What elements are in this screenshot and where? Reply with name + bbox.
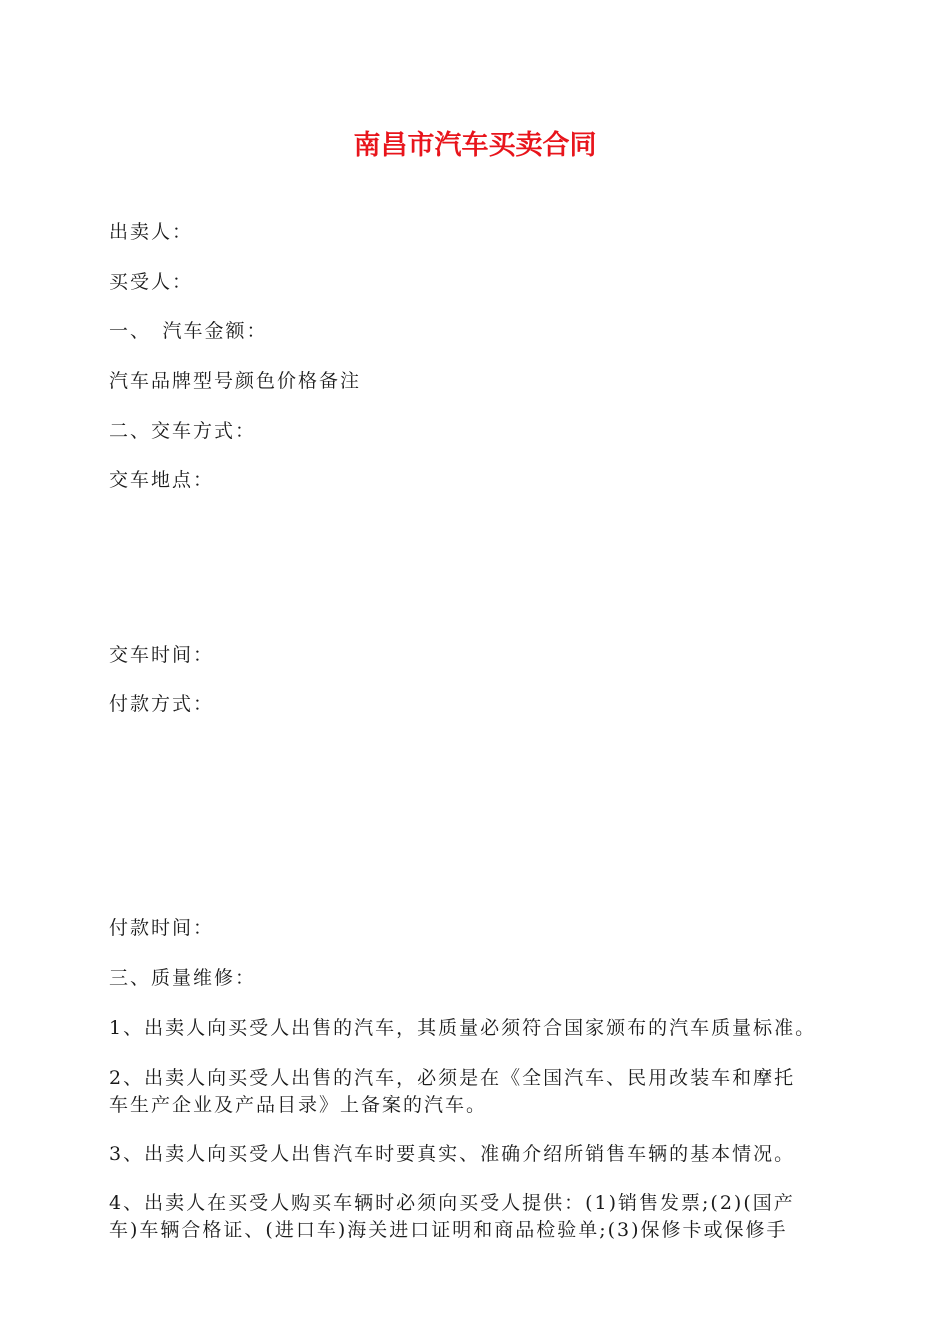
clause-2-line-2: 车生产企业及产品目录》上备案的汽车。 (109, 1094, 488, 1116)
section-3-heading: 三、质量维修： (109, 967, 257, 989)
section-1-heading: 一、 汽车金额： (109, 320, 268, 342)
delivery-time-label: 交车时间： (109, 644, 215, 666)
clause-1: 1、出卖人向买受人出售的汽车，其质量必须符合国家颁布的汽车质量标准。 (109, 1017, 817, 1039)
delivery-place-label: 交车地点： (109, 469, 215, 491)
clause-2-line-1: 2、出卖人向买受人出售的汽车，必须是在《全国汽车、民用改装车和摩托 (109, 1067, 796, 1089)
clause-4-line-1: 4、出卖人在买受人购买车辆时必须向买受人提供：(1)销售发票;(2)(国产 (109, 1192, 795, 1214)
payment-method-label: 付款方式： (109, 693, 215, 715)
clause-4-line-2: 车)车辆合格证、(进口车)海关进口证明和商品检验单;(3)保修卡或保修手 (109, 1219, 788, 1241)
payment-time-label: 付款时间： (109, 917, 215, 939)
clause-3: 3、出卖人向买受人出售汽车时要真实、准确介绍所销售车辆的基本情况。 (109, 1143, 796, 1165)
seller-label: 出卖人： (109, 221, 194, 243)
car-fields-line: 汽车品牌型号颜色价格备注 (109, 370, 362, 392)
section-2-heading: 二、交车方式： (109, 420, 257, 442)
buyer-label: 买受人： (109, 271, 194, 293)
document-title: 南昌市汽车买卖合同 (353, 130, 597, 161)
